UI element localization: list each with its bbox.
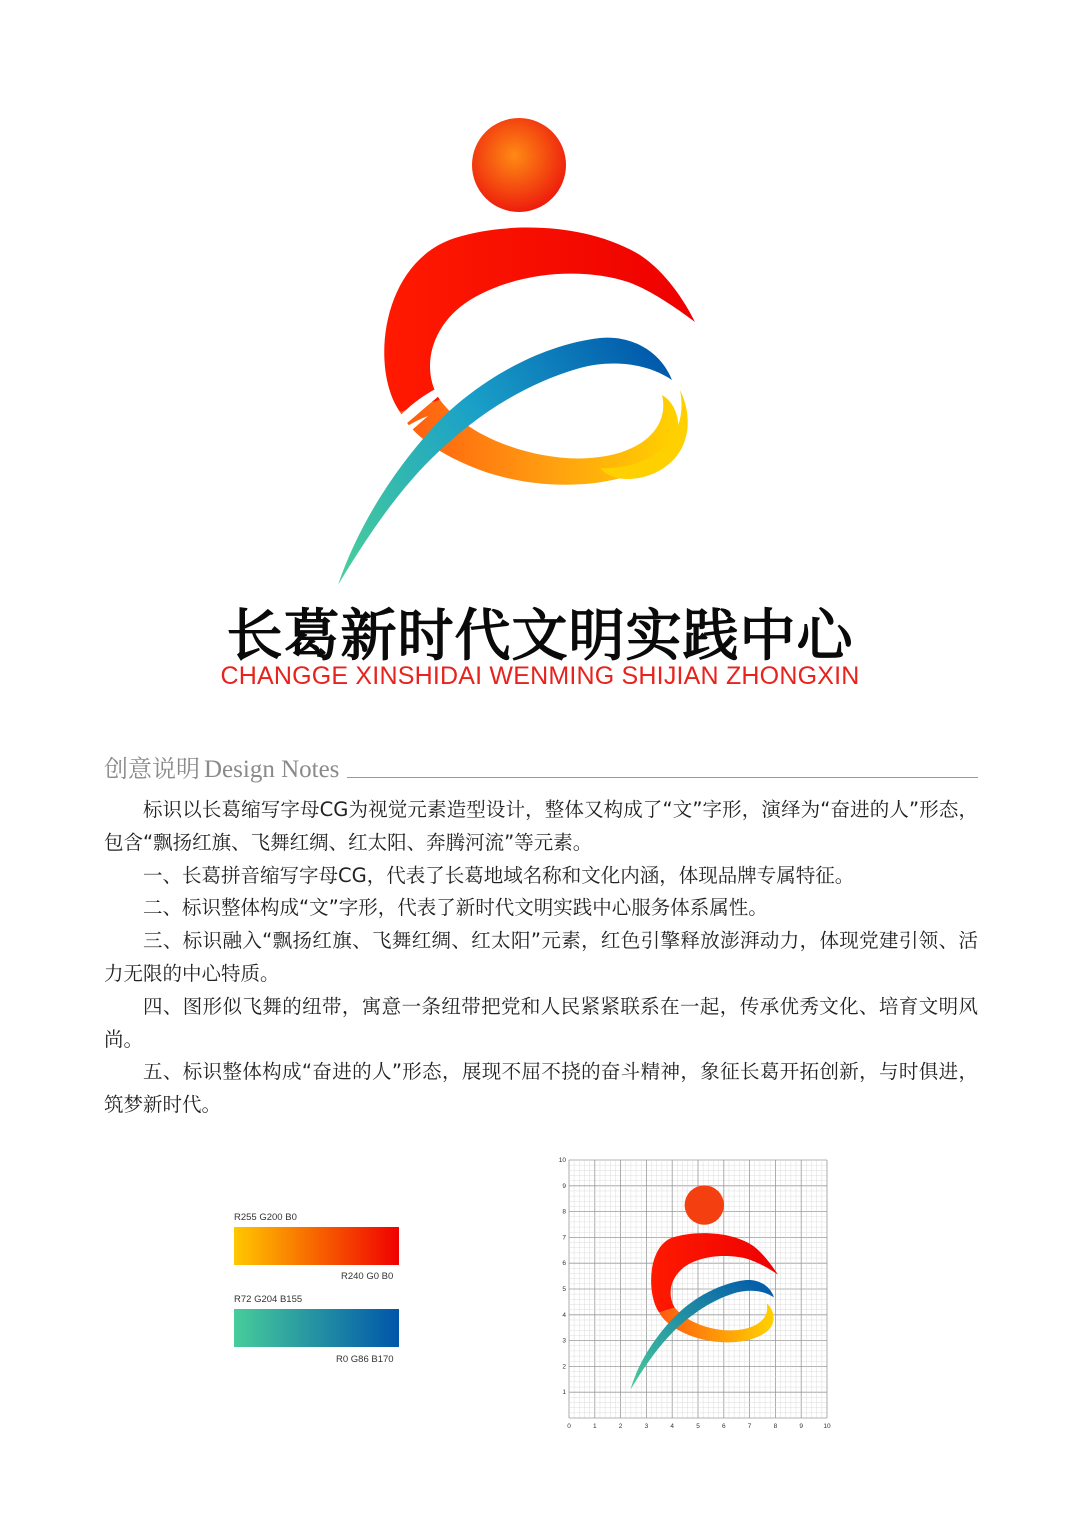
design-notes-body	[104, 794, 978, 1122]
red-start-label: R255 G200 B0	[234, 1212, 297, 1223]
sun-circle	[472, 118, 566, 212]
design-notes-heading	[104, 752, 978, 784]
grid-logo	[631, 1185, 779, 1389]
grid-y-tick: 10	[558, 1157, 566, 1164]
notes-paragraph: 标识以长葛缩写字母CG为视觉元素造型设计，整体又构成了“文”字形，演绎为“奋进的人”形态，包含“飘扬红旗、飞舞红绸、红太阳、奔腾河流”等元素。	[104, 798, 978, 854]
heading-rule	[347, 777, 978, 778]
grid-x-tick: 9	[799, 1423, 804, 1430]
red-end-label: R240 G0 B0	[341, 1271, 394, 1282]
logo-grid-figure	[555, 1150, 840, 1430]
grid-x-tick: 1	[592, 1423, 597, 1430]
notes-paragraph: 五、标识整体构成“奋进的人”形态，展现不屈不挠的奋斗精神，象征长葛开拓创新，与时俱进，筑梦新时代。	[104, 1060, 978, 1117]
grid-x-tick: 0	[567, 1423, 571, 1430]
logo-name-en: CHANGGE XINSHIDAI WENMING SHIJIAN ZHONGXIN	[220, 662, 860, 690]
notes-paragraph: 一、长葛拼音缩写字母CG，代表了长葛地域名称和文化内涵，体现品牌专属特征。	[143, 863, 855, 887]
notes-paragraph: 四、图形似飞舞的纽带，寓意一条纽带把党和人民紧紧联系在一起，传承优秀文化、培育文明风尚。	[104, 994, 978, 1051]
grid-y-tick: 8	[562, 1208, 566, 1216]
grid-x-tick: 4	[670, 1423, 675, 1430]
grid-y-tick: 5	[562, 1286, 566, 1293]
grid-x-tick: 8	[773, 1423, 778, 1430]
main-logo	[0, 0, 1080, 600]
grid-x-tick: 3	[644, 1423, 649, 1430]
grid-y-tick: 4	[562, 1311, 566, 1319]
grid-y-tick: 2	[562, 1363, 566, 1371]
notes-paragraph: 二、标识整体构成“文”字形，代表了新时代文明实践中心服务体系属性。	[143, 896, 768, 920]
grid-x-tick: 7	[747, 1423, 752, 1430]
logo-name-cn: 长葛新时代文明实践中心	[226, 604, 854, 669]
grid-y-tick: 3	[562, 1337, 566, 1345]
blue-gradient-swatch	[234, 1309, 399, 1347]
grid-x-tick: 6	[721, 1423, 726, 1430]
notes-title-cn: 创意说明	[104, 755, 200, 783]
grid-y-tick: 1	[562, 1389, 566, 1397]
blue-end-label: R0 G86 B170	[336, 1354, 394, 1365]
notes-paragraph: 三、标识融入“飘扬红旗、飞舞红绸、红太阳”元素，红色引擎释放澎湃动力，体现党建引领、活力无限的中心特质。	[104, 929, 978, 985]
grid-x-tick: 10	[823, 1423, 831, 1430]
grid-y-tick: 7	[562, 1234, 566, 1242]
grid-sun-circle	[685, 1185, 724, 1224]
notes-title-en: Design Notes	[204, 756, 340, 783]
red-gradient-swatch	[234, 1227, 399, 1265]
grid-x-tick: 5	[696, 1423, 700, 1430]
grid-y-tick: 9	[562, 1182, 566, 1190]
grid-y-tick: 6	[562, 1260, 566, 1268]
blue-start-label: R72 G204 B155	[234, 1294, 303, 1305]
red-flag-stroke	[384, 228, 695, 412]
grid-x-tick: 2	[618, 1423, 623, 1430]
